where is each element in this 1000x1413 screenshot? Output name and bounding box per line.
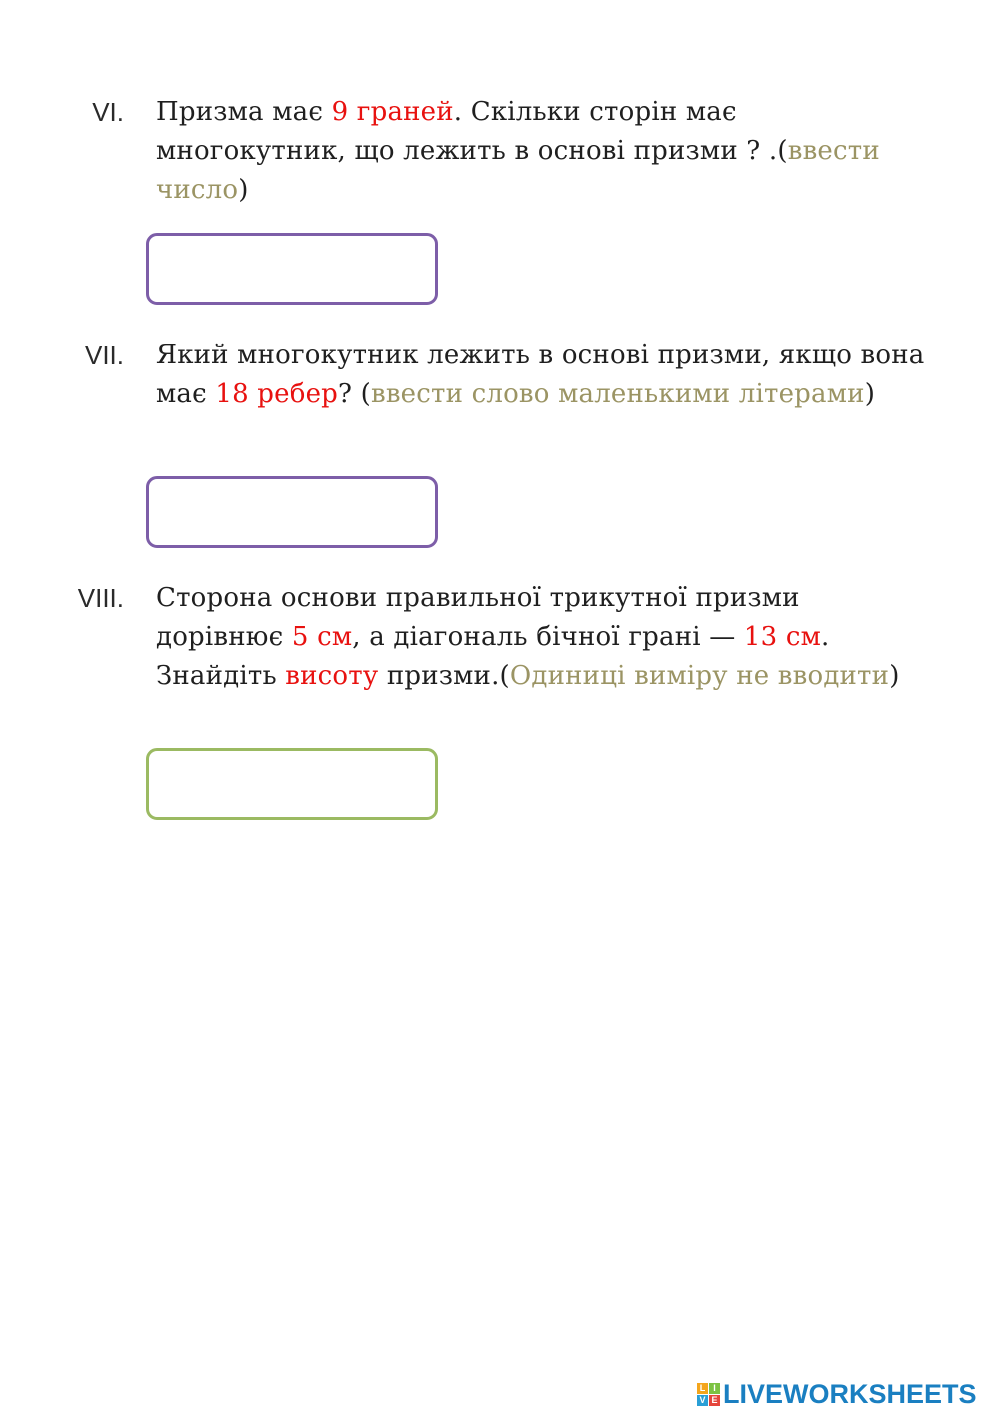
question-text-part: Сторона основи правильної трикутної призми дорівнює — [156, 583, 800, 652]
question-text-part: ? ( — [338, 379, 371, 409]
logo-mark-letter: I — [709, 1383, 720, 1394]
liveworksheets-logo — [697, 1377, 977, 1411]
answer-input-7[interactable] — [146, 476, 438, 548]
question-text — [156, 336, 926, 414]
question-number: VI. — [92, 97, 124, 127]
question-text-part: . Скільки сторін має многокутник, що лежить в основі призми ? .( — [156, 97, 788, 166]
question-text-part: Призма має — [156, 97, 332, 127]
input-hint: Одиниці виміру не вводити — [509, 661, 890, 691]
question-text-part: ) — [889, 661, 900, 691]
logo-mark-letter: V — [697, 1395, 708, 1406]
question-text-part: . Знайдіть — [156, 622, 830, 691]
question-text-part: ) — [864, 379, 876, 409]
highlight-value: 5 см — [291, 622, 353, 652]
question-number: VII. — [84, 340, 124, 370]
highlight-value: висоту — [285, 661, 379, 691]
highlight-value: 13 см — [743, 622, 822, 652]
logo-mark-icon — [697, 1383, 720, 1406]
answer-input-6[interactable] — [146, 233, 438, 305]
logo-mark-letter: E — [709, 1395, 720, 1406]
answer-input-8[interactable] — [146, 748, 438, 820]
logo-text: LIVEWORKSHEETS — [723, 1378, 977, 1409]
question-text-part: Який многокутник лежить в основі призми, якщо вона має — [156, 340, 925, 409]
question-text-part: ) — [238, 175, 249, 205]
input-hint: ввести число — [156, 136, 880, 205]
question-text-part: , а діагональ бічної грані — — [352, 622, 744, 652]
question-text — [156, 93, 926, 210]
highlight-value: 18 ребер — [215, 379, 339, 409]
input-hint: ввести слово маленькими літерами — [370, 379, 865, 409]
question-number: VIII. — [77, 583, 124, 613]
question-text — [156, 579, 926, 696]
highlight-value: 9 граней — [331, 97, 454, 127]
logo-mark-letter: L — [697, 1383, 708, 1394]
question-text-part: призми.( — [378, 661, 510, 691]
